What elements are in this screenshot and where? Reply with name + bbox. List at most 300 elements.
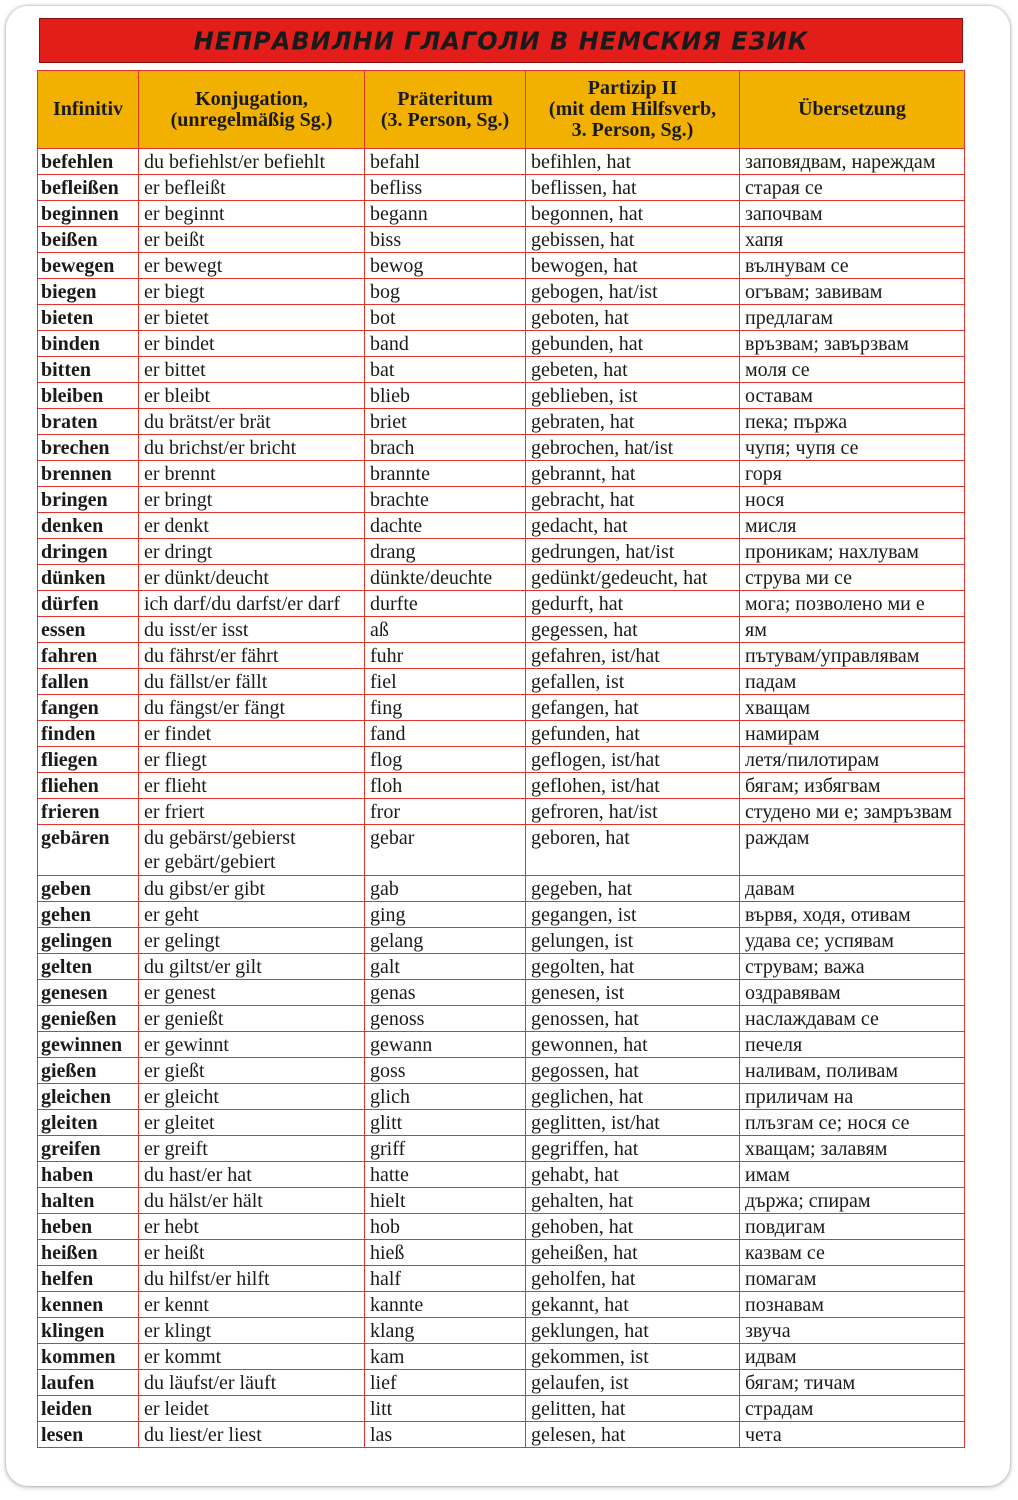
partizip-cell-text: geholfen, hat: [531, 1268, 636, 1290]
translation-cell: [740, 1318, 965, 1344]
praeteritum-cell-text: litt: [370, 1398, 393, 1420]
table-row: [38, 928, 965, 954]
partizip-cell: [526, 669, 740, 695]
praeteritum-cell: [365, 1032, 526, 1058]
translation-cell-text: оставам: [745, 385, 813, 407]
konjugation-cell: [139, 1110, 365, 1136]
praeteritum-cell: [365, 539, 526, 565]
table-row: [38, 305, 965, 331]
infinitiv-cell-text: biegen: [41, 281, 97, 303]
table-row: [38, 617, 965, 643]
table-row: [38, 876, 965, 902]
infinitiv-cell: [38, 487, 139, 513]
praeteritum-cell-text: genas: [370, 982, 416, 1004]
translation-cell: [740, 1162, 965, 1188]
praeteritum-cell-text: las: [370, 1424, 393, 1446]
table-row: [38, 175, 965, 201]
translation-cell-text: бягам; избягвам: [745, 775, 881, 797]
partizip-cell: [526, 1370, 740, 1396]
table-row: [38, 1188, 965, 1214]
table-row: [38, 357, 965, 383]
infinitiv-cell: [38, 1266, 139, 1292]
infinitiv-cell-text: bringen: [41, 489, 108, 511]
praeteritum-cell: [365, 1370, 526, 1396]
partizip-cell: [526, 591, 740, 617]
partizip-cell-text: gebrannt, hat: [531, 463, 636, 485]
infinitiv-cell: [38, 383, 139, 409]
praeteritum-cell: [365, 1006, 526, 1032]
partizip-cell-text: genesen, ist: [531, 982, 625, 1004]
konjugation-cell-text: er dünkt/deucht: [144, 567, 269, 589]
partizip-cell: [526, 1292, 740, 1318]
translation-cell: [740, 617, 965, 643]
header-konjugation-line-2: (unregelmäßig Sg.): [170, 108, 333, 131]
table-row: [38, 1266, 965, 1292]
partizip-cell: [526, 565, 740, 591]
konjugation-cell-text: du gebärst/gebierst: [144, 827, 296, 849]
praeteritum-cell-text: bat: [370, 359, 395, 381]
konjugation-cell-text: er kommt: [144, 1346, 222, 1368]
infinitiv-cell: [38, 591, 139, 617]
table-row: [38, 149, 965, 175]
konjugation-cell-text: er greift: [144, 1138, 208, 1160]
infinitiv-cell-text: gelten: [41, 956, 93, 978]
infinitiv-cell: [38, 279, 139, 305]
konjugation-cell-text: er dringt: [144, 541, 213, 563]
konjugation-cell-text: du brichst/er bricht: [144, 437, 297, 459]
konjugation-cell: [139, 487, 365, 513]
praeteritum-cell-text: biss: [370, 229, 402, 251]
header-praeteritum-line-1: Präteritum: [397, 87, 493, 110]
infinitiv-cell: [38, 1422, 139, 1448]
infinitiv-cell-text: halten: [41, 1190, 95, 1212]
partizip-cell-text: geglichen, hat: [531, 1086, 644, 1108]
praeteritum-cell: [365, 902, 526, 928]
infinitiv-cell: [38, 773, 139, 799]
translation-cell: [740, 1240, 965, 1266]
table-row: [38, 1032, 965, 1058]
table-row: [38, 1162, 965, 1188]
konjugation-cell: [139, 201, 365, 227]
partizip-cell-text: gedünkt/gedeucht, hat: [531, 567, 708, 589]
konjugation-cell: [139, 747, 365, 773]
partizip-cell-text: gefunden, hat: [531, 723, 640, 745]
konjugation-cell-text: du hast/er hat: [144, 1164, 252, 1186]
translation-cell: [740, 1396, 965, 1422]
partizip-cell-text: geklungen, hat: [531, 1320, 649, 1342]
infinitiv-cell-text: fliehen: [41, 775, 99, 797]
partizip-cell-text: gefangen, hat: [531, 697, 639, 719]
translation-cell-text: хващам: [745, 697, 810, 719]
infinitiv-cell-text: gehen: [41, 904, 91, 926]
praeteritum-cell: [365, 1162, 526, 1188]
header-partizip-line-2: (mit dem Hilfsverb,: [548, 98, 717, 120]
konjugation-cell-text: du hilfst/er hilft: [144, 1268, 270, 1290]
partizip-cell: [526, 305, 740, 331]
konjugation-cell-text: er beginnt: [144, 203, 225, 225]
konjugation-cell-text: er gelingt: [144, 930, 221, 952]
praeteritum-cell-text: fand: [370, 723, 406, 745]
konjugation-cell-text: du fängst/er fängt: [144, 697, 286, 719]
table-row: [38, 253, 965, 279]
konjugation-cell-text: er bindet: [144, 333, 215, 355]
translation-cell: [740, 1266, 965, 1292]
konjugation-cell-text: er bittet: [144, 359, 206, 381]
konjugation-cell: [139, 695, 365, 721]
table-row: [38, 383, 965, 409]
praeteritum-cell: [365, 1110, 526, 1136]
partizip-cell-text: gebeten, hat: [531, 359, 628, 381]
infinitiv-cell-text: beißen: [41, 229, 98, 251]
konjugation-cell: [139, 643, 365, 669]
table-row: [38, 227, 965, 253]
praeteritum-cell-text: begann: [370, 203, 428, 225]
infinitiv-cell-text: genesen: [41, 982, 108, 1004]
praeteritum-cell: [365, 227, 526, 253]
praeteritum-cell-text: dünkte/deuchte: [370, 567, 493, 589]
infinitiv-cell-text: bleiben: [41, 385, 104, 407]
praeteritum-cell-text: bewog: [370, 255, 424, 277]
infinitiv-cell: [38, 1214, 139, 1240]
header-partizip-line-3: 3. Person, Sg.): [571, 119, 694, 141]
table-body: [38, 149, 965, 1448]
praeteritum-cell-text: befahl: [370, 151, 420, 173]
konjugation-cell: [139, 1240, 365, 1266]
infinitiv-cell: [38, 747, 139, 773]
translation-cell-text: приличам на: [745, 1086, 854, 1108]
translation-cell-text: мога; позволено ми е: [745, 593, 925, 615]
infinitiv-cell-text: essen: [41, 619, 86, 641]
partizip-cell-text: gegeben, hat: [531, 878, 633, 900]
translation-cell-text: падам: [745, 671, 797, 693]
partizip-cell: [526, 1032, 740, 1058]
table-row: [38, 721, 965, 747]
table-row: [38, 1136, 965, 1162]
partizip-cell-text: gelungen, ist: [531, 930, 634, 952]
partizip-cell-text: gebogen, hat/ist: [531, 281, 658, 303]
praeteritum-cell-text: fror: [370, 801, 400, 823]
translation-cell: [740, 1084, 965, 1110]
praeteritum-cell: [365, 175, 526, 201]
partizip-cell: [526, 513, 740, 539]
konjugation-cell-text: er denkt: [144, 515, 209, 537]
praeteritum-cell-text: hob: [370, 1216, 400, 1238]
infinitiv-cell-text: fangen: [41, 697, 99, 719]
partizip-cell: [526, 357, 740, 383]
infinitiv-cell-text: fliegen: [41, 749, 98, 771]
translation-cell: [740, 825, 965, 876]
table-row: [38, 1214, 965, 1240]
partizip-cell-text: gegessen, hat: [531, 619, 638, 641]
konjugation-cell-text: er hebt: [144, 1216, 199, 1238]
konjugation-cell: [139, 1136, 365, 1162]
partizip-cell-text: bewogen, hat: [531, 255, 638, 277]
konjugation-cell: [139, 565, 365, 591]
infinitiv-cell-text: gebären: [41, 827, 110, 849]
praeteritum-cell-text: gewann: [370, 1034, 433, 1056]
translation-cell-text: горя: [745, 463, 782, 485]
infinitiv-cell: [38, 695, 139, 721]
konjugation-cell: [139, 1318, 365, 1344]
praeteritum-cell-text: band: [370, 333, 409, 355]
infinitiv-cell-text: befleißen: [41, 177, 119, 199]
konjugation-cell-text: du giltst/er gilt: [144, 956, 262, 978]
konjugation-cell: [139, 383, 365, 409]
konjugation-cell: [139, 1396, 365, 1422]
praeteritum-cell: [365, 253, 526, 279]
infinitiv-cell: [38, 643, 139, 669]
translation-cell: [740, 253, 965, 279]
translation-cell-text: държа; спирам: [745, 1190, 871, 1212]
infinitiv-cell-text: frieren: [41, 801, 100, 823]
infinitiv-cell: [38, 1084, 139, 1110]
konjugation-cell: [139, 669, 365, 695]
partizip-cell: [526, 1344, 740, 1370]
praeteritum-cell: [365, 1266, 526, 1292]
partizip-cell: [526, 201, 740, 227]
praeteritum-cell-text: durfte: [370, 593, 418, 615]
praeteritum-cell: [365, 279, 526, 305]
translation-cell-text: плъзгам се; нося се: [745, 1112, 910, 1134]
translation-cell: [740, 331, 965, 357]
partizip-cell-text: gedrungen, hat/ist: [531, 541, 675, 563]
praeteritum-cell: [365, 1292, 526, 1318]
header-partizip-line-1: Partizip II: [587, 77, 678, 99]
translation-cell: [740, 902, 965, 928]
partizip-cell: [526, 954, 740, 980]
partizip-cell-text: befihlen, hat: [531, 151, 631, 173]
infinitiv-cell-text: brennen: [41, 463, 112, 485]
translation-cell-text: звуча: [745, 1320, 791, 1342]
translation-cell-text: наслаждавам се: [745, 1008, 879, 1030]
praeteritum-cell: [365, 1240, 526, 1266]
konjugation-cell: [139, 928, 365, 954]
konjugation-cell-text: du fällst/er fällt: [144, 671, 268, 693]
konjugation-cell-text: er heißt: [144, 1242, 205, 1264]
praeteritum-cell-text: hatte: [370, 1164, 409, 1186]
konjugation-cell-text: du hälst/er hält: [144, 1190, 263, 1212]
translation-cell-text: раждам: [745, 827, 810, 849]
infinitiv-cell-text: dürfen: [41, 593, 99, 615]
translation-cell-text: струвам; важа: [745, 956, 865, 978]
infinitiv-cell-text: laufen: [41, 1372, 95, 1394]
translation-cell: [740, 227, 965, 253]
infinitiv-cell: [38, 305, 139, 331]
konjugation-cell: [139, 1370, 365, 1396]
konjugation-cell-text: er bringt: [144, 489, 213, 511]
partizip-cell: [526, 227, 740, 253]
konjugation-cell-text: er flieht: [144, 775, 207, 797]
partizip-cell-text: beflissen, hat: [531, 177, 637, 199]
partizip-cell-text: gehoben, hat: [531, 1216, 634, 1238]
infinitiv-cell-text: kommen: [41, 1346, 116, 1368]
praeteritum-cell-text: fuhr: [370, 645, 404, 667]
konjugation-cell: [139, 409, 365, 435]
praeteritum-cell-text: briet: [370, 411, 407, 433]
infinitiv-cell-text: dünken: [41, 567, 106, 589]
irregular-verbs-table: [37, 70, 965, 1448]
konjugation-cell-text: er gleitet: [144, 1112, 215, 1134]
table-row: [38, 487, 965, 513]
translation-cell: [740, 773, 965, 799]
table-row: [38, 954, 965, 980]
partizip-cell: [526, 383, 740, 409]
translation-cell-text: намирам: [745, 723, 820, 745]
translation-cell-text: вървя, ходя, отивам: [745, 904, 911, 926]
translation-cell: [740, 279, 965, 305]
infinitiv-cell-text: binden: [41, 333, 100, 355]
infinitiv-cell-text: kennen: [41, 1294, 104, 1316]
konjugation-cell-text: er befleißt: [144, 177, 226, 199]
infinitiv-cell: [38, 565, 139, 591]
praeteritum-cell: [365, 954, 526, 980]
table-row: [38, 980, 965, 1006]
infinitiv-cell: [38, 175, 139, 201]
partizip-cell-text: gegossen, hat: [531, 1060, 639, 1082]
table-row: [38, 1422, 965, 1448]
translation-cell: [740, 1006, 965, 1032]
table-row: [38, 279, 965, 305]
partizip-cell: [526, 799, 740, 825]
partizip-cell-text: genossen, hat: [531, 1008, 639, 1030]
table-row: [38, 513, 965, 539]
praeteritum-cell-text: gab: [370, 878, 399, 900]
infinitiv-cell: [38, 1006, 139, 1032]
translation-cell-text: страдам: [745, 1398, 814, 1420]
translation-cell-text: познавам: [745, 1294, 824, 1316]
partizip-cell-text: gewonnen, hat: [531, 1034, 648, 1056]
praeteritum-cell: [365, 513, 526, 539]
infinitiv-cell-text: brechen: [41, 437, 110, 459]
table-row: [38, 773, 965, 799]
header-infinitiv-label: Infinitiv: [52, 98, 124, 120]
infinitiv-cell-text: braten: [41, 411, 98, 433]
konjugation-cell-text: er friert: [144, 801, 205, 823]
infinitiv-cell: [38, 1110, 139, 1136]
translation-cell: [740, 175, 965, 201]
konjugation-cell-text: er genießt: [144, 1008, 224, 1030]
partizip-cell: [526, 1266, 740, 1292]
translation-cell-text: идвам: [745, 1346, 797, 1368]
infinitiv-cell: [38, 1162, 139, 1188]
praeteritum-cell-text: goss: [370, 1060, 406, 1082]
konjugation-cell-text: er fliegt: [144, 749, 207, 771]
partizip-cell-text: begonnen, hat: [531, 203, 644, 225]
translation-cell-text: хапя: [745, 229, 784, 251]
praeteritum-cell: [365, 1318, 526, 1344]
translation-cell-text: хващам; залавям: [745, 1138, 888, 1160]
infinitiv-cell-text: bewegen: [41, 255, 115, 277]
infinitiv-cell-text: heben: [41, 1216, 93, 1238]
partizip-cell: [526, 695, 740, 721]
konjugation-cell: [139, 617, 365, 643]
praeteritum-cell-text: lief: [370, 1372, 397, 1394]
konjugation-cell-text: du befiehlst/er befiehlt: [144, 151, 326, 173]
partizip-cell: [526, 1136, 740, 1162]
partizip-cell: [526, 1058, 740, 1084]
infinitiv-cell: [38, 461, 139, 487]
translation-cell-text: проникам; нахлувам: [745, 541, 919, 563]
translation-cell-text: мисля: [745, 515, 797, 537]
table-row: [38, 643, 965, 669]
konjugation-cell: [139, 253, 365, 279]
partizip-cell-text: geflohen, ist/hat: [531, 775, 660, 797]
translation-cell: [740, 1188, 965, 1214]
infinitiv-cell-text: fahren: [41, 645, 98, 667]
praeteritum-cell: [365, 487, 526, 513]
praeteritum-cell-text: fiel: [370, 671, 397, 693]
praeteritum-cell: [365, 1136, 526, 1162]
translation-cell-text: оздравявам: [745, 982, 841, 1004]
praeteritum-cell-text: brannte: [370, 463, 430, 485]
praeteritum-cell-text: gebar: [370, 827, 415, 849]
konjugation-cell: [139, 175, 365, 201]
konjugation-cell: [139, 1162, 365, 1188]
partizip-cell: [526, 1318, 740, 1344]
translation-cell: [740, 383, 965, 409]
praeteritum-cell: [365, 825, 526, 876]
translation-cell-text: старая се: [745, 177, 823, 199]
partizip-cell: [526, 1240, 740, 1266]
praeteritum-cell: [365, 1396, 526, 1422]
partizip-cell: [526, 747, 740, 773]
konjugation-cell-text: er bewegt: [144, 255, 223, 277]
infinitiv-cell-text: gleiten: [41, 1112, 98, 1134]
translation-cell-text: чупя; чупя се: [745, 437, 859, 459]
konjugation-cell-text: ich darf/du darfst/er darf: [144, 593, 341, 615]
partizip-cell: [526, 409, 740, 435]
praeteritum-cell-text: flog: [370, 749, 403, 771]
konjugation-cell-text-line-2: er gebärt/gebiert: [144, 851, 276, 873]
infinitiv-cell: [38, 435, 139, 461]
translation-cell: [740, 1370, 965, 1396]
praeteritum-cell-text: dachte: [370, 515, 423, 537]
konjugation-cell: [139, 305, 365, 331]
infinitiv-cell: [38, 902, 139, 928]
infinitiv-cell: [38, 721, 139, 747]
infinitiv-cell: [38, 357, 139, 383]
konjugation-cell-text: du fährst/er fährt: [144, 645, 279, 667]
praeteritum-cell: [365, 305, 526, 331]
partizip-cell-text: gebraten, hat: [531, 411, 635, 433]
infinitiv-cell: [38, 825, 139, 876]
infinitiv-cell: [38, 201, 139, 227]
praeteritum-cell-text: brach: [370, 437, 415, 459]
translation-cell: [740, 1032, 965, 1058]
konjugation-cell: [139, 980, 365, 1006]
translation-cell: [740, 980, 965, 1006]
table-row: [38, 1084, 965, 1110]
konjugation-cell: [139, 149, 365, 175]
infinitiv-cell: [38, 1240, 139, 1266]
konjugation-cell-text: er gleicht: [144, 1086, 219, 1108]
translation-cell: [740, 669, 965, 695]
konjugation-cell-text: er brennt: [144, 463, 216, 485]
partizip-cell: [526, 1162, 740, 1188]
konjugation-cell: [139, 825, 365, 876]
praeteritum-cell-text: aß: [370, 619, 389, 641]
header-praeteritum: [365, 71, 526, 149]
praeteritum-cell-text: gelang: [370, 930, 424, 952]
table-row: [38, 331, 965, 357]
infinitiv-cell: [38, 1396, 139, 1422]
partizip-cell: [526, 617, 740, 643]
table-row: [38, 799, 965, 825]
infinitiv-cell: [38, 1370, 139, 1396]
translation-cell: [740, 747, 965, 773]
translation-cell-text: печеля: [745, 1034, 803, 1056]
partizip-cell-text: gelaufen, ist: [531, 1372, 629, 1394]
